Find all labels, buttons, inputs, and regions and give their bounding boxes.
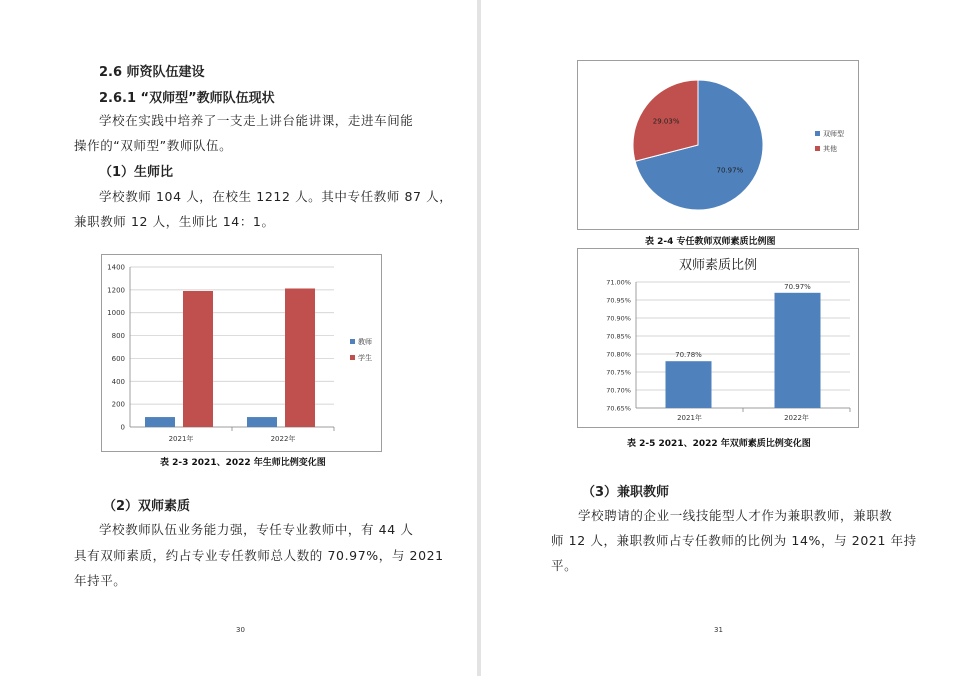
caption-table-2-3: 表 2-3 2021、2022 年生师比例变化图 — [160, 458, 326, 468]
paragraph-line: 学校在实践中培养了一支走上讲台能讲课，走进车间能 — [99, 113, 414, 128]
paragraph-line: 平。 — [551, 558, 578, 573]
y-tick-label: 70.65% — [606, 404, 631, 413]
y-tick-label: 70.90% — [606, 314, 631, 323]
dual-qualified-ratio-bar-chart — [577, 248, 859, 428]
student-teacher-bar-chart-svg — [102, 255, 381, 451]
page-number: 30 — [236, 626, 245, 634]
pie-data-label-其他: 29.03% — [652, 117, 680, 126]
dual-qualified-ratio-bar-chart-svg — [578, 249, 858, 427]
y-tick-label: 1400 — [107, 263, 125, 272]
x-tick-label: 2022年 — [784, 414, 809, 422]
dual-qualified-pie-chart-svg — [578, 61, 858, 229]
subheading-student-teacher-ratio: （1）生师比 — [99, 165, 174, 180]
y-tick-label: 1200 — [107, 286, 125, 295]
subheading-part-time-teachers: （3）兼职教师 — [582, 485, 670, 500]
page-number: 31 — [714, 626, 723, 634]
caption-table-2-4: 表 2-4 专任教师双师素质比例图 — [645, 237, 776, 247]
y-tick-label: 800 — [111, 332, 125, 341]
legend-swatch-教师 — [350, 339, 355, 344]
y-tick-label: 400 — [111, 377, 125, 386]
legend-label-教师: 教师 — [358, 338, 372, 346]
y-tick-label: 70.85% — [606, 332, 631, 341]
bar-2021年 — [666, 361, 712, 408]
left-page — [0, 0, 477, 676]
legend-swatch-学生 — [350, 355, 355, 360]
right-page — [481, 0, 957, 676]
paragraph-line: 学校教师 104 人，在校生 1212 人。其中专任教师 87 人， — [99, 189, 453, 204]
bar-教师-2021年 — [145, 417, 175, 427]
bar-data-label: 70.78% — [675, 351, 702, 360]
paragraph-line: 师 12 人，兼职教师占专任教师的比例为 14%，与 2021 年持 — [551, 533, 917, 548]
y-tick-label: 70.70% — [606, 386, 631, 395]
legend-swatch-双师型 — [815, 131, 820, 136]
y-tick-label: 600 — [111, 354, 125, 363]
x-tick-label: 2021年 — [677, 414, 702, 422]
x-tick-label: 2021年 — [168, 435, 194, 443]
paragraph-line: 学校聘请的企业一线技能型人才作为兼职教师，兼职教 — [578, 508, 893, 523]
section-heading-2-6-1: 2.6.1 “双师型”教师队伍现状 — [99, 91, 275, 106]
pie-data-label-双师型: 70.97% — [716, 166, 744, 175]
y-tick-label: 200 — [111, 400, 125, 409]
bar-data-label: 70.97% — [784, 282, 811, 291]
bar-2022年 — [775, 293, 821, 408]
subheading-dual-qualification: （2）双师素质 — [103, 499, 191, 514]
y-tick-label: 70.75% — [606, 368, 631, 377]
caption-table-2-5: 表 2-5 2021、2022 年双师素质比例变化图 — [627, 439, 811, 449]
y-tick-label: 71.00% — [606, 278, 631, 287]
legend-swatch-其他 — [815, 146, 820, 151]
paragraph-line: 操作的“双师型”教师队伍。 — [74, 138, 233, 153]
student-teacher-bar-chart — [101, 254, 382, 452]
legend-label-其他: 其他 — [823, 145, 837, 153]
paragraph-line: 兼职教师 12 人，生师比 14：1。 — [74, 214, 275, 229]
section-heading-2-6: 2.6 师资队伍建设 — [99, 65, 205, 80]
paragraph-line: 年持平。 — [74, 573, 127, 588]
legend-label-双师型: 双师型 — [823, 130, 844, 138]
y-tick-label: 70.80% — [606, 350, 631, 359]
y-tick-label: 70.95% — [606, 296, 631, 305]
y-tick-label: 0 — [120, 423, 125, 432]
x-tick-label: 2022年 — [270, 435, 296, 443]
y-tick-label: 1000 — [107, 309, 125, 318]
chart-title: 双师素质比例 — [678, 258, 758, 273]
bar-学生-2021年 — [183, 291, 213, 427]
legend-label-学生: 学生 — [358, 354, 372, 362]
paragraph-line: 学校教师队伍业务能力强，专任专业教师中，有 44 人 — [99, 522, 414, 537]
paragraph-line: 具有双师素质，约占专业专任教师总人数的 70.97%，与 2021 — [74, 548, 444, 563]
dual-qualified-pie-chart — [577, 60, 859, 230]
bar-教师-2022年 — [247, 417, 277, 427]
bar-学生-2022年 — [285, 288, 315, 427]
